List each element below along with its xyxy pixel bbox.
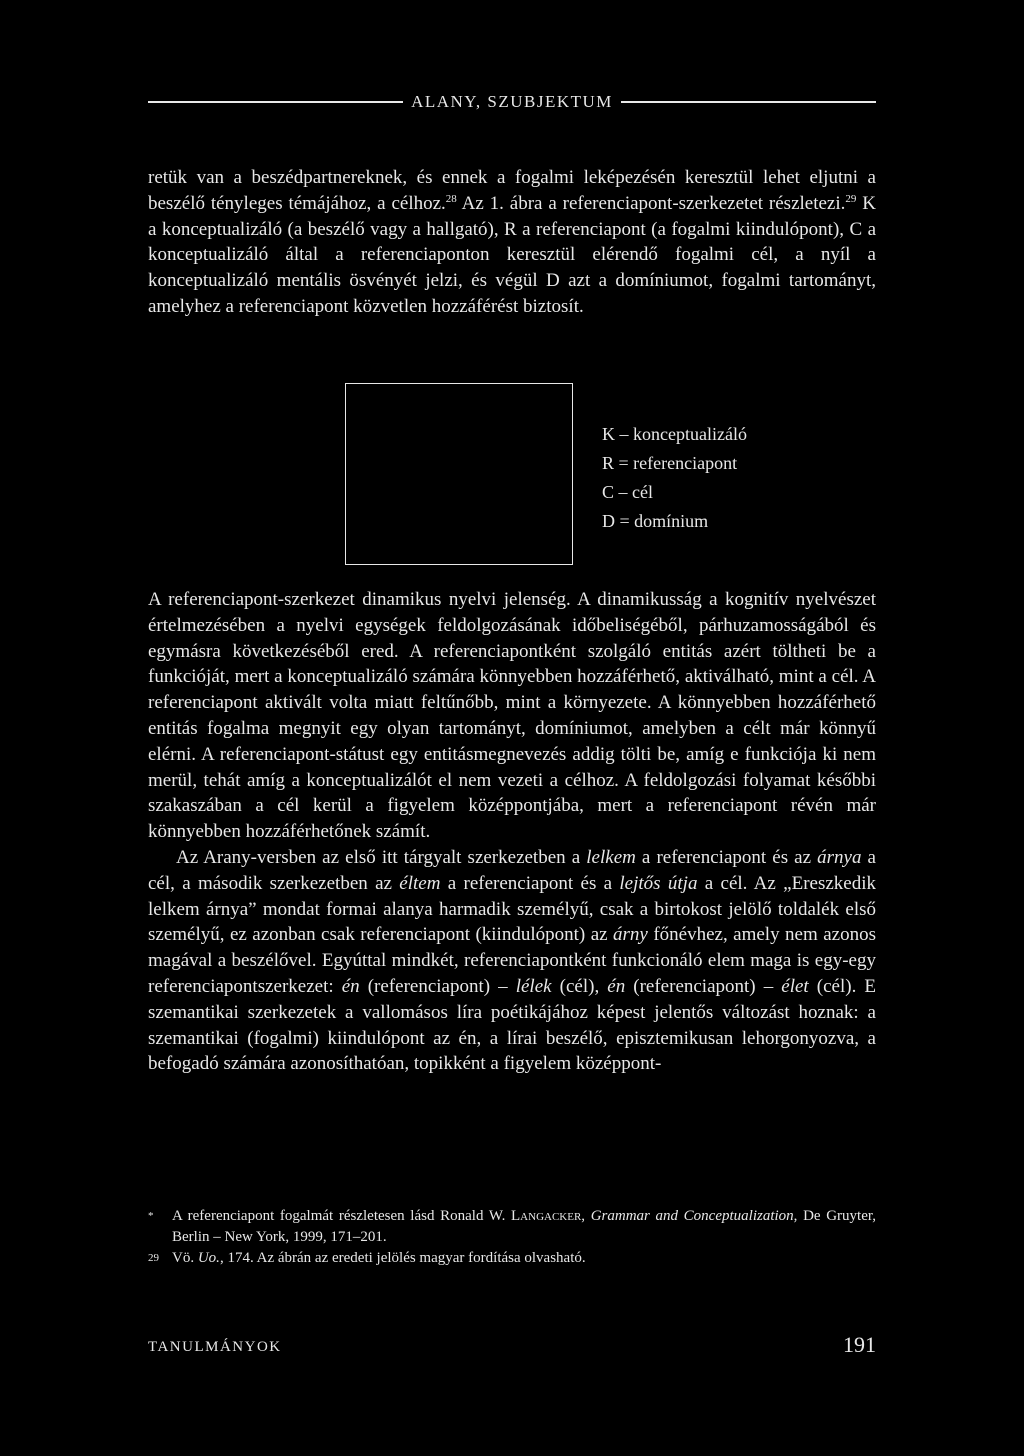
footnote-2: [148, 1248, 876, 1269]
footnote-1-mark: *: [148, 1210, 154, 1222]
paragraph-1-text-b: Az 1. ábra a referenciapont-szerkezetet részletezi.: [456, 192, 846, 214]
text-run: a referenciapont és a: [440, 872, 620, 894]
legend-item-d: D = domínium: [602, 511, 709, 531]
italic-term: éltem: [399, 872, 441, 894]
italic-term: árny: [613, 924, 648, 946]
text-run: Az Arany-versben az első itt tárgyalt szerkezetben a: [176, 846, 587, 868]
paragraph-2: [148, 587, 876, 1077]
legend-item-r: R = referenciapont: [602, 453, 738, 473]
legend-item-k: K – konceptualizáló: [602, 424, 747, 444]
footnote-ref-29: 29: [845, 192, 857, 205]
paragraph-1-text-c: K a konceptualizáló (a beszélő vagy a hallgató), R a referenciapont (a fogalmi kiindulópont), C a konceptualizáló által a referenciaponton keresztül elérendő fogalmi cél, a nyíl a konceptualizáló mentális ösvényét jelzi, és végül D azt a domíniumot, fogalmi tartományt, amelyhez a referenciapont közvetlen hozzáférést biztosít.: [148, 192, 876, 317]
text-run: (cél),: [551, 975, 608, 997]
footnote-ref-28: 28: [445, 192, 457, 205]
footnote-book-title: Grammar and Conceptualization: [590, 1208, 794, 1224]
figure-placeholder: [345, 383, 573, 565]
paragraph-3: [148, 845, 876, 1077]
footnotes: [148, 1206, 876, 1269]
footnote-1: [148, 1206, 876, 1248]
italic-term: én: [607, 975, 626, 997]
figure-legend: [602, 420, 747, 536]
page-number: 191: [843, 1332, 876, 1357]
legend-item-c: C – cél: [602, 482, 653, 502]
italic-term: lelkem: [586, 846, 636, 868]
italic-term: én: [341, 975, 360, 997]
text-run: a referenciapont és az: [635, 846, 818, 868]
footnote-text: A referenciapont fogalmát részletesen lásd Ronald W.: [172, 1208, 512, 1224]
text-run: (cél). E szemantikai szerkezetek a vallomásos líra poétikájához képest jelentős változást hoznak: a szemantikai (fogalmi) kiindulópont az én, a lírai beszélő, episztemikusan lehorgonyozva, a befogadó számára azonosíthatóan, topikként a figyelem középpont-: [148, 975, 876, 1075]
footnote-author: Langacker: [511, 1208, 582, 1224]
text-run: (referenciapont) –: [359, 975, 516, 997]
footnote-text: Vö.: [172, 1250, 198, 1266]
section-label: TANULMÁNYOK: [148, 1339, 282, 1355]
text-run: a cél, a második szerkezetben az: [148, 846, 876, 894]
italic-term: élet: [781, 975, 809, 997]
paragraph-2-main: A referenciapont-szerkezet dinamikus nyelvi jelenség. A dinamikusság a kognitív nyelvészet értelmezésében a nyelvi egységek feldolgozásának időbeliségéből, párhuzamosságából és egymásra következéséből ered. A referenciapontként szolgáló entitás azért töltheti be a funkcióját, mert a konceptualizáló számára könnyebben hozzáférhető, aktiválható, mint a cél. A referenciapont aktivált volta miatt feltűnőbb, mint a környezete. A könnyebben hozzáférhető entitás fogalma megnyit egy olyan tartományt, domíniumot, amelyben a célt már könnyű elérni. A referenciapont-státust egy entitásmegnevezés addig tölti be, amíg e funkciója ki nem merül, tehát amíg a konceptualizálót el nem vezeti a célhoz. A feldolgozási folyamat későbbi szakaszában a cél kerül a figyelem középpontjába, mert a referenciapont révén már könnyebben hozzáférhetőnek számít.: [148, 589, 876, 843]
footnote-text: ,: [581, 1208, 591, 1224]
header-rule-left: [148, 101, 403, 103]
text-run: főnévhez, amely nem azonos magával a beszélővel. Egyúttal mindkét, referenciapontként funkcionáló elem maga is egy-egy referenciapontszerkezet:: [148, 924, 876, 997]
footnote-2-mark: 29: [148, 1252, 159, 1264]
italic-term: árnya: [817, 846, 862, 868]
footnote-italic: Uo.: [197, 1250, 220, 1266]
text-run: (referenciapont) –: [625, 975, 782, 997]
footnote-text: , De Gruyter, Berlin – New York, 1999, 171–201.: [172, 1208, 877, 1245]
italic-term: lélek: [515, 975, 552, 997]
italic-term: lejtős útja: [619, 872, 698, 894]
text-run: a cél. Az „Ereszkedik lelkem árnya” mondat formai alanya harmadik személyű, csak a birtokost jelölő toldalék első személyű, ez azonban csak referenciapont (kiindulópont) az: [148, 872, 876, 946]
header-rule-right: [621, 101, 876, 103]
running-header-title: ALANY, SZUBJEKTUM: [411, 92, 613, 111]
running-header: [148, 92, 876, 112]
footnote-text: , 174. Az ábrán az eredeti jelölés magyar fordítása olvasható.: [219, 1250, 586, 1266]
paragraph-1: [148, 165, 876, 320]
paragraph-1-text-a: retük van a beszédpartnereknek, és ennek a fogalmi leképezésén keresztül lehet eljutni a beszélő tényleges témájához, a célhoz.: [148, 167, 876, 214]
